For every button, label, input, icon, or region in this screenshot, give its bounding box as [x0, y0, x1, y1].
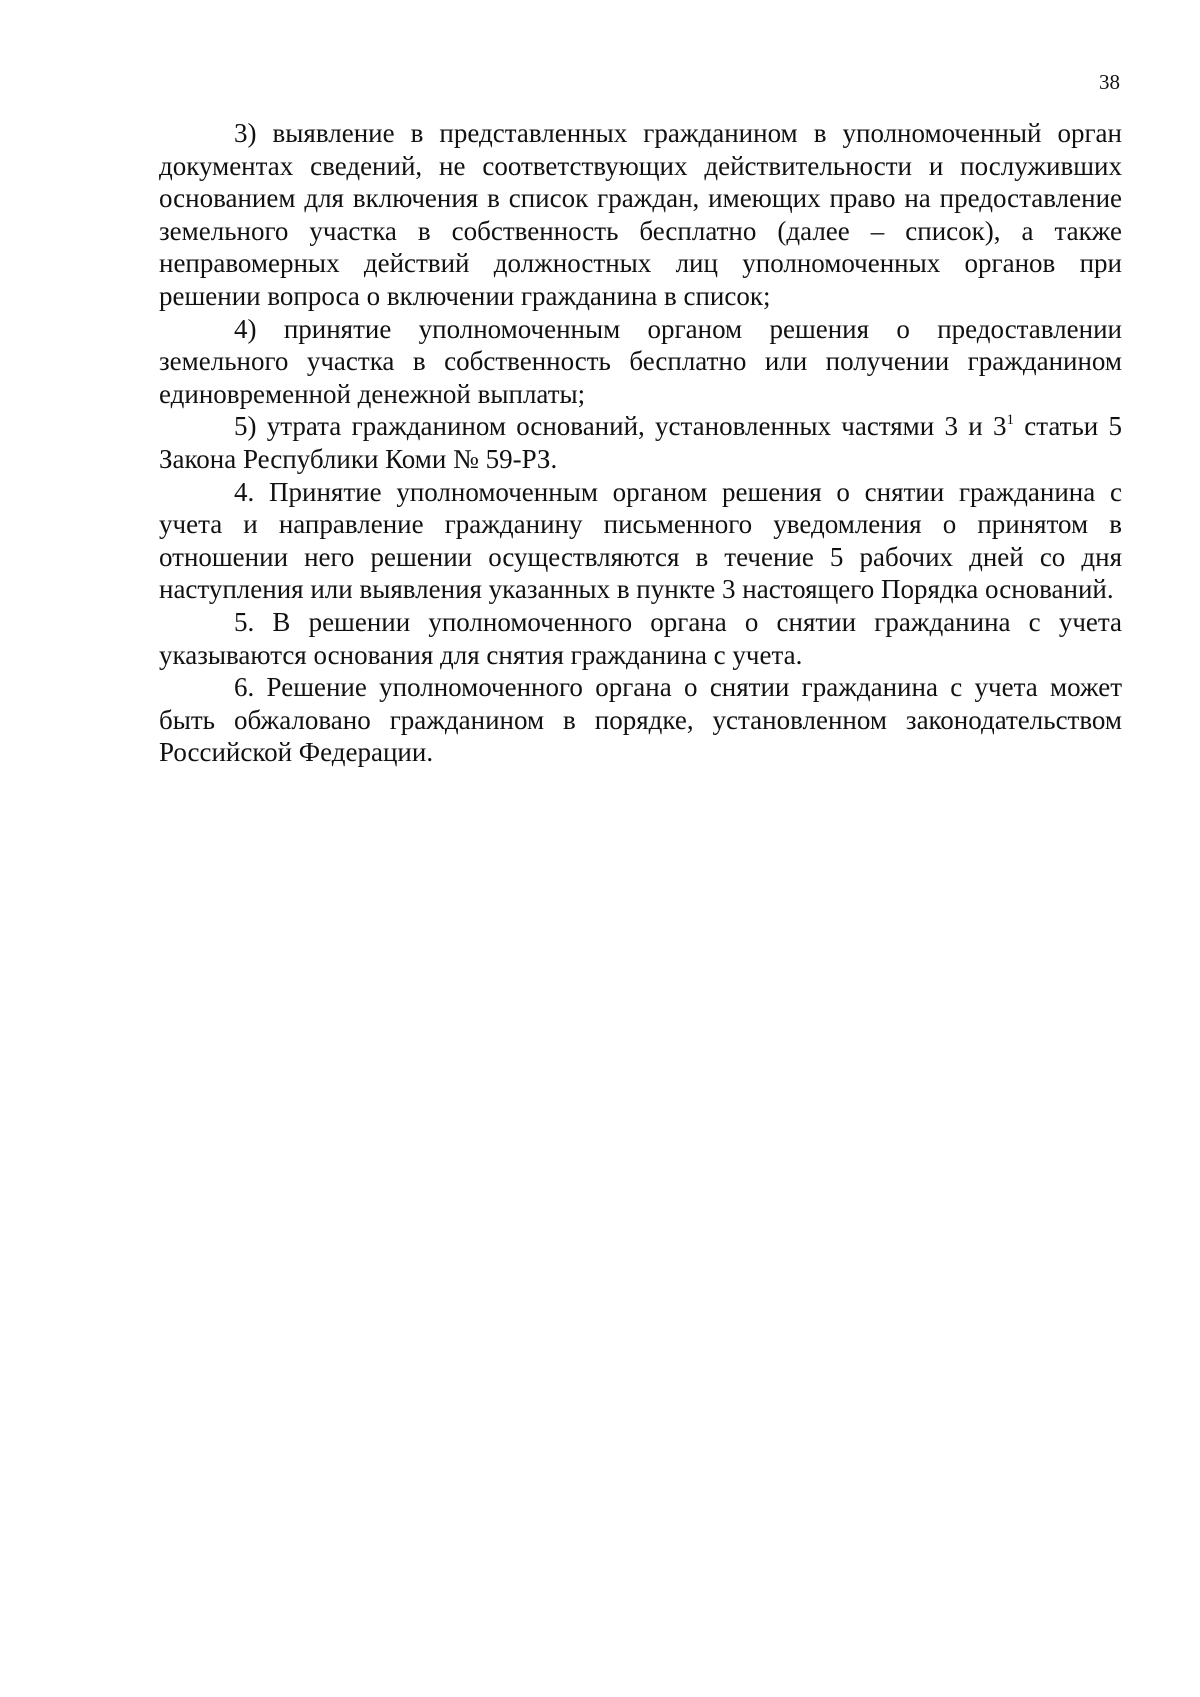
paragraph-item-5-text-continued: статьи 5 Закона Республики Коми № 59-РЗ.	[159, 411, 1122, 474]
paragraph-item-3: 3) выявление в представленных гражданином в уполномоченный орган документах сведений, не соответствующих действительности и послуживших основанием для включения в список граждан, имеющих право на предоставление земельного участка в собственность бесплатно (далее – список), а также неправомерных действий должностных лиц уполномоченных органов при решении вопроса о включении гражданина в список;	[159, 118, 1122, 311]
paragraph-point-6: 6. Решение уполномоченного органа о снятии гражданина с учета может быть обжаловано гражданином в порядке, установленном законодательством Российской Федерации.	[159, 672, 1122, 768]
paragraph-item-5-text: 5) утрата гражданином оснований, установленных частями 3 и 3	[234, 411, 1007, 442]
paragraph-item-5	[159, 410, 1122, 475]
superscript-index: 1	[1006, 412, 1014, 429]
document-body	[159, 117, 1122, 769]
paragraph-point-4: 4. Принятие уполномоченным органом решения о снятии гражданина с учета и направление гражданину письменного уведомления о принятом в отношении него решении осуществляются в течение 5 рабочих дней со дня наступления или выявления указанных в пункте 3 настоящего Порядка оснований.	[159, 476, 1122, 605]
page-number: 38	[1099, 70, 1120, 94]
paragraph-item-4: 4) принятие уполномоченным органом решения о предоставлении земельного участка в собственность бесплатно или получении гражданином единовременной денежной выплаты;	[159, 313, 1122, 409]
paragraph-point-5: 5. В решении уполномоченного органа о снятии гражданина с учета указываются основания для снятия гражданина с учета.	[159, 606, 1122, 670]
